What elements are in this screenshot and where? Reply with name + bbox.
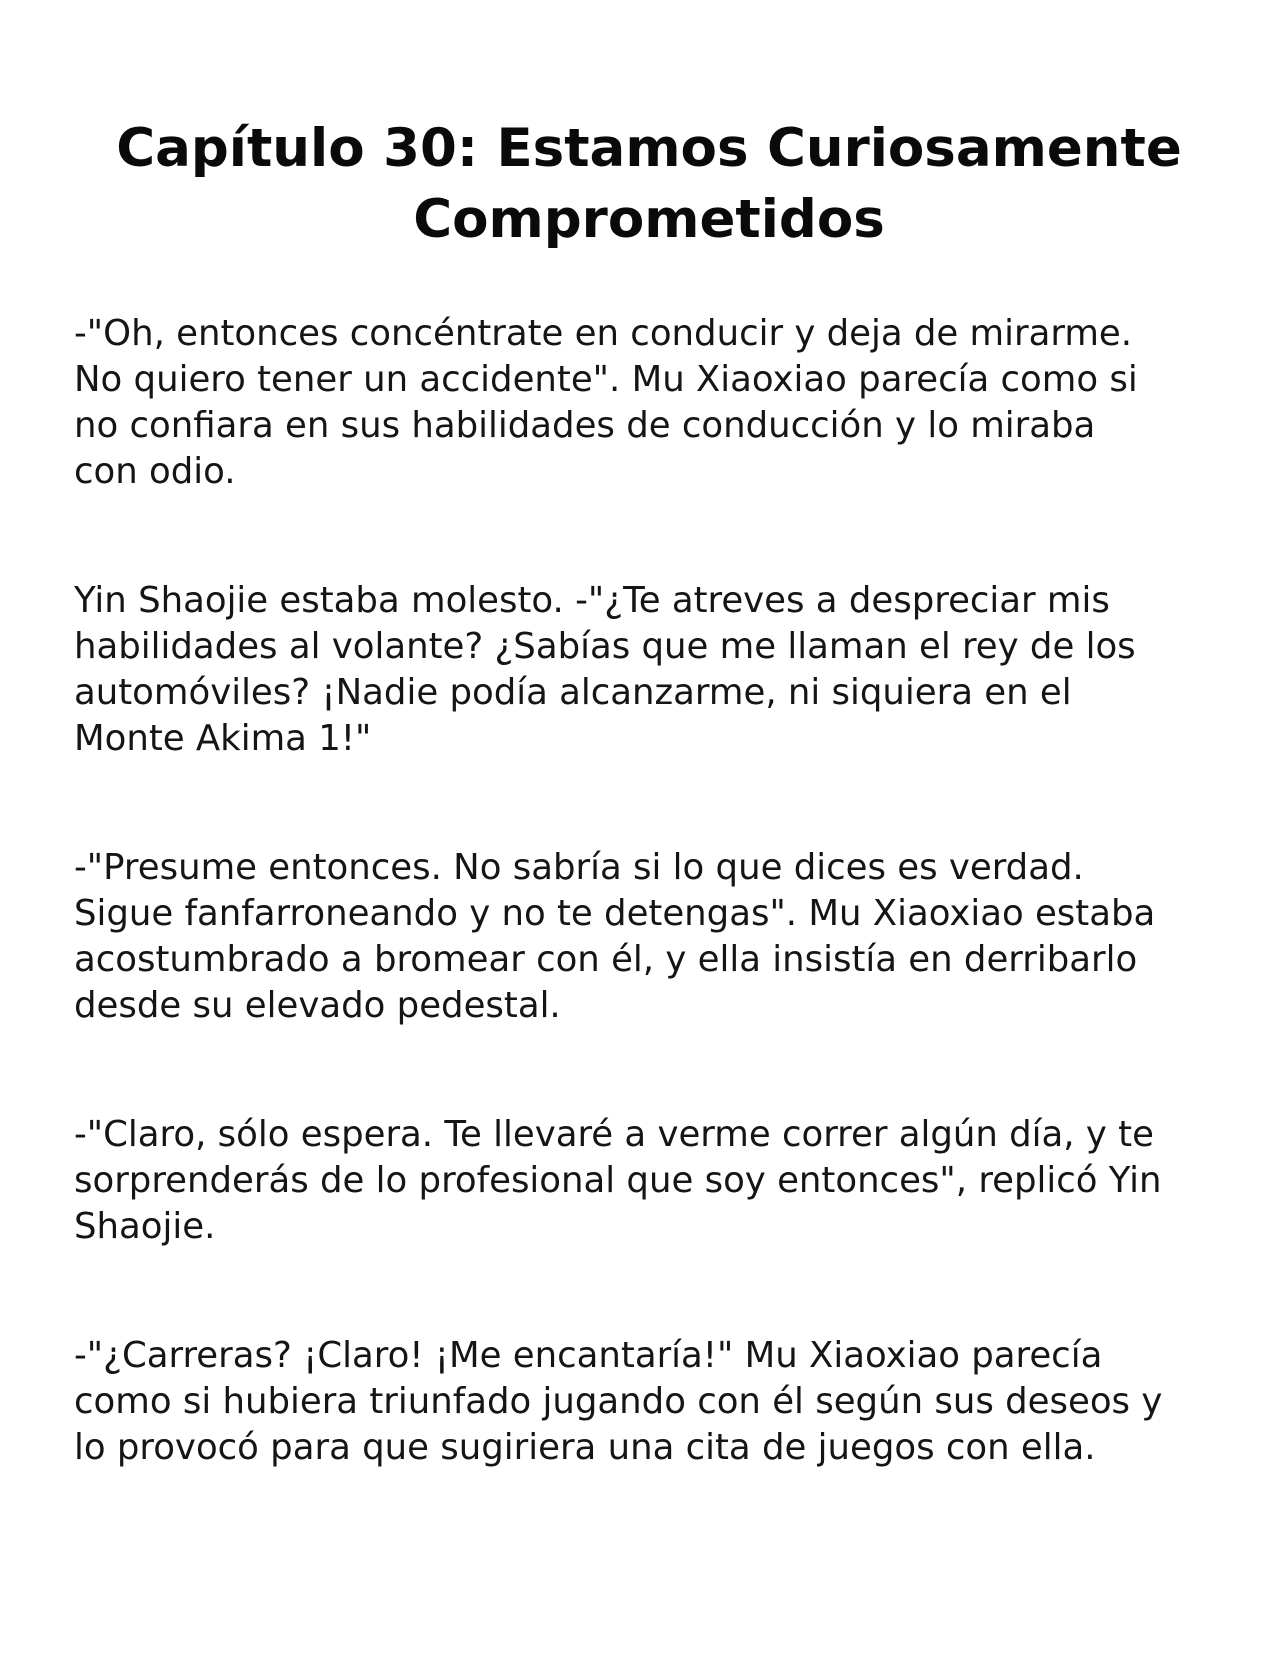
- chapter-body: [74, 311, 1216, 1471]
- paragraph: -"Presume entonces. No sabría si lo que dices es verdad. Sigue fanfarroneando y no te detengas". Mu Xiaoxiao estaba acostumbrado a bromear con él, y ella insistía en derribarlo desde su elevado pedestal.: [74, 847, 1156, 1026]
- paragraph: -"Claro, sólo espera. Te llevaré a verme correr algún día, y te sorprenderás de lo profesional que soy entonces", replicó Yin Shaojie.: [74, 1114, 1162, 1247]
- chapter-title: Capítulo 30: Estamos Curiosamente Comprometidos: [116, 118, 1182, 250]
- paragraph: -"Oh, entonces concéntrate en conducir y deja de mirarme. No quiero tener un accidente". Mu Xiaoxiao parecía como si no confiara en sus habilidades de conducción y lo miraba con odio.: [74, 313, 1138, 492]
- paragraph: Yin Shaojie estaba molesto. -"¿Te atreves a despreciar mis habilidades al volante? ¿Sabías que me llaman el rey de los automóviles? ¡Nadie podía alcanzarme, ni siquiera en el Monte Akima 1!": [74, 580, 1136, 759]
- paragraph: -"¿Carreras? ¡Claro! ¡Me encantaría!" Mu Xiaoxiao parecía como si hubiera triunfado jugando con él según sus deseos y lo provocó para que sugiriera una cita de juegos con ella.: [74, 1335, 1163, 1468]
